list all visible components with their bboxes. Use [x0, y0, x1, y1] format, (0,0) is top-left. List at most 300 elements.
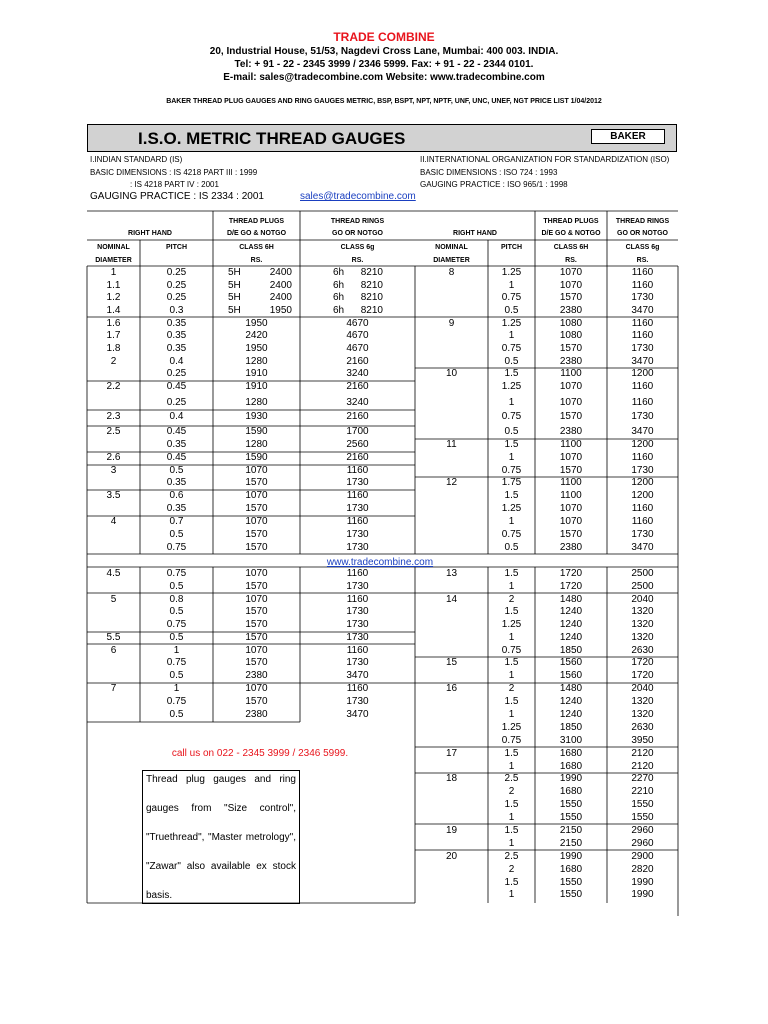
plug-price-cell: 1070: [559, 280, 583, 291]
ring-price-cell: 3470: [631, 356, 654, 367]
nominal-diameter-cell: 11: [446, 439, 457, 450]
ring-price-cell: 1730: [631, 465, 654, 476]
pitch-cell: 1: [508, 709, 515, 720]
call-us-text: call us on 022 - 2345 3999 / 2346 5999.: [171, 748, 349, 759]
ring-price-cell: 2160: [346, 356, 369, 367]
ring-price-cell: 2500: [631, 568, 654, 579]
plug-price-cell: 1480: [559, 683, 583, 694]
pitch-cell: 1: [508, 670, 515, 681]
pitch-cell: 2: [508, 683, 515, 694]
ring-price-cell: 1730: [631, 529, 654, 540]
plug-price-cell: 1070: [559, 503, 583, 514]
nominal-diameter-cell: 5.5: [106, 632, 121, 643]
nominal-diameter-cell: 9: [448, 318, 455, 329]
plug-price-cell: 1070: [559, 381, 583, 392]
ring-price-cell: 1200: [631, 490, 654, 501]
plugs-header-3: CLASS 6H: [239, 244, 274, 251]
ring-price-cell: 1730: [346, 619, 369, 630]
pitch-cell: 1.25: [501, 722, 522, 733]
nominal-diameter-cell: 2.2: [106, 381, 121, 392]
nominal-diameter-cell: 12: [445, 477, 458, 488]
plug-price-cell: 1570: [245, 606, 268, 617]
plug-price-cell: 1560: [559, 670, 583, 681]
nominal-diameter-cell: 7: [110, 683, 117, 694]
pitch-cell: 1: [173, 645, 180, 656]
pitch-cell: 0.75: [501, 735, 522, 746]
sales-email-link[interactable]: sales@tradecombine.com: [300, 191, 416, 202]
company-email-web: E-mail: sales@tradecombine.com Website: www.tradecombine.com: [223, 72, 545, 83]
nominal-diameter-cell: 3: [110, 465, 117, 476]
ring-price-cell: 1160: [346, 645, 369, 656]
plug-price-cell: 1070: [559, 397, 583, 408]
pitch-cell: 1.75: [501, 477, 522, 488]
pitch-cell: 0.5: [169, 670, 184, 681]
pitch-cell: 0.25: [166, 292, 187, 303]
nominal-diameter-cell: 8: [448, 267, 455, 278]
plug-price-cell: 1680: [559, 748, 583, 759]
plug-price-cell: 1560: [559, 657, 583, 668]
plugs-header-4: RS.: [250, 257, 263, 264]
ring-price-cell: 8210: [360, 267, 383, 278]
pitch-cell: 0.35: [166, 318, 187, 329]
plug-price-cell: 1680: [559, 864, 583, 875]
pitch-cell: 2: [508, 786, 515, 797]
right-hand-header-right: RIGHT HAND: [453, 230, 497, 237]
pitch-cell: 0.25: [166, 280, 187, 291]
nominal-diameter-cell: 4: [110, 516, 117, 527]
plugs-right-header-3: CLASS 6H: [553, 244, 589, 251]
plug-price-cell: 2420: [245, 330, 268, 341]
diameter-header-right: DIAMETER: [433, 257, 470, 264]
plug-price-cell: 1930: [245, 411, 268, 422]
pitch-cell: 1.25: [501, 381, 522, 392]
plug-price-cell: 1100: [560, 490, 582, 501]
ring-price-cell: 1320: [631, 696, 654, 707]
pitch-cell: 1.25: [501, 503, 522, 514]
ring-price-cell: 1160: [631, 280, 654, 291]
pitch-cell: 1.5: [504, 490, 519, 501]
pitch-cell: 1.5: [504, 368, 519, 379]
rings-right-header-2: GO OR NOTGO: [617, 230, 668, 237]
ring-price-cell: 1730: [631, 292, 654, 303]
nominal-diameter-cell: 18: [445, 773, 458, 784]
plug-price-cell: 1570: [245, 657, 268, 668]
plug-price-cell: 1950: [269, 305, 292, 316]
page-title: I.S.O. METRIC THREAD GAUGES: [138, 129, 406, 148]
plug-price-cell: 1570: [559, 411, 583, 422]
ring-price-cell: 1730: [346, 606, 369, 617]
ring-price-cell: 1160: [631, 381, 654, 392]
company-name: TRADE COMBINE: [333, 30, 435, 44]
pitch-cell: 1: [508, 761, 515, 772]
nominal-diameter-cell: 1.8: [106, 343, 121, 354]
plug-price-cell: 1850: [559, 645, 583, 656]
pitch-cell: 0.5: [504, 426, 519, 437]
pitch-cell: 1: [508, 632, 515, 643]
ring-price-cell: 2120: [631, 748, 654, 759]
plug-price-cell: 1070: [245, 490, 268, 501]
ring-price-cell: 8210: [360, 292, 383, 303]
ring-price-cell: 2820: [631, 864, 654, 875]
rings-header-4: RS.: [351, 257, 364, 264]
pitch-cell: 0.75: [501, 529, 522, 540]
pitch-cell: 0.75: [501, 465, 522, 476]
nominal-diameter-cell: 20: [445, 851, 458, 862]
nominal-diameter-cell: 13: [445, 568, 458, 579]
pitch-cell: 0.5: [169, 632, 184, 643]
pitch-cell: 0.3: [169, 305, 184, 316]
rings-right-header-1: THREAD RINGS: [615, 218, 670, 225]
plugs-header-1: THREAD PLUGS: [228, 218, 285, 225]
ring-price-cell: 2270: [631, 773, 654, 784]
plug-price-cell: 1070: [559, 267, 583, 278]
pitch-cell: 0.5: [169, 529, 184, 540]
ring-price-cell: 3470: [346, 709, 369, 720]
plug-price-cell: 1070: [245, 568, 268, 579]
ring-price-cell: 3240: [346, 368, 369, 379]
plug-price-cell: 1570: [245, 581, 268, 592]
ring-price-cell: 1730: [346, 542, 369, 553]
nominal-diameter-cell: 5: [110, 594, 117, 605]
ring-price-cell: 1200: [631, 477, 654, 488]
ring-price-cell: 1200: [631, 439, 654, 450]
plug-price-cell: 2400: [269, 280, 292, 291]
plug-price-cell: 1280: [245, 397, 268, 408]
plug-price-cell: 1240: [559, 606, 583, 617]
plug-price-cell: 1100: [560, 477, 582, 488]
plug-price-cell: 1570: [559, 529, 583, 540]
plug-price-cell: 1570: [245, 632, 268, 643]
nominal-diameter-cell: 2: [110, 356, 117, 367]
pitch-cell: 0.35: [166, 343, 187, 354]
plug-price-cell: 1570: [245, 503, 268, 514]
pitch-cell: 2.5: [504, 773, 519, 784]
plugs-right-header-1: THREAD PLUGS: [543, 218, 599, 225]
plug-price-cell: 2380: [559, 542, 583, 553]
plug-price-cell: 1720: [559, 581, 583, 592]
pitch-cell: 0.7: [169, 516, 184, 527]
iso-standard-label: II.INTERNATIONAL ORGANIZATION FOR STANDARDIZATION (ISO): [420, 155, 670, 164]
ring-price-cell: 2160: [346, 381, 369, 392]
pitch-cell: 0.35: [166, 477, 187, 488]
ring-price-cell: 1990: [631, 889, 654, 900]
ring-price-cell: 1160: [346, 594, 369, 605]
ring-price-cell: 1160: [631, 267, 654, 278]
plug-price-cell: 1100: [560, 368, 582, 379]
price-list-title: BAKER THREAD PLUG GAUGES AND RING GAUGES METRIC, BSP, BSPT, NPT, NPTF, UNF, UNC, UNEF, NGT PRICE LIST 1/04/2012: [166, 98, 602, 105]
ring-price-cell: 4670: [346, 318, 369, 329]
ring-price-cell: 3470: [346, 670, 369, 681]
plug-price-cell: 1590: [245, 426, 268, 437]
ring-price-cell: 4670: [346, 330, 369, 341]
nominal-diameter-cell: 6: [110, 645, 117, 656]
pitch-cell: 0.75: [501, 411, 522, 422]
rings-header-3: CLASS 6g: [340, 244, 375, 251]
ring-price-cell: 2160: [346, 452, 369, 463]
ring-price-cell: 8210: [360, 305, 383, 316]
pitch-cell: 0.45: [166, 452, 187, 463]
ring-price-cell: 4670: [346, 343, 369, 354]
nominal-diameter-cell: 15: [445, 657, 458, 668]
plug-price-cell: 2380: [245, 670, 268, 681]
ring-price-cell: 1320: [631, 709, 654, 720]
iso-gauging-practice: GAUGING PRACTICE : ISO 965/1 : 1998: [420, 180, 568, 189]
pitch-cell: 1: [508, 812, 515, 823]
plug-price-cell: 2150: [559, 825, 583, 836]
plug-price-cell: 1100: [560, 439, 582, 450]
pitch-header-right: PITCH: [501, 244, 522, 251]
plug-price-cell: 1850: [559, 722, 583, 733]
ring-price-cell: 1320: [631, 606, 654, 617]
pitch-header-left: PITCH: [166, 244, 187, 251]
ring-price-cell: 2960: [631, 838, 654, 849]
plug-price-cell: 1080: [559, 318, 583, 329]
ring-price-cell: 1160: [346, 683, 369, 694]
pitch-cell: 0.45: [166, 381, 187, 392]
ring-class-cell: 6h: [333, 292, 345, 303]
plug-price-cell: 1570: [559, 343, 583, 354]
ring-price-cell: 2040: [631, 683, 654, 694]
pitch-cell: 0.4: [169, 356, 184, 367]
nominal-diameter-cell: 16: [445, 683, 458, 694]
nominal-diameter-cell: 2.3: [106, 411, 121, 422]
pitch-cell: 1.25: [501, 619, 522, 630]
plug-price-cell: 1080: [559, 330, 583, 341]
pitch-cell: 0.25: [166, 397, 187, 408]
ring-price-cell: 1160: [346, 516, 369, 527]
plug-price-cell: 2380: [559, 356, 583, 367]
pitch-cell: 1: [508, 330, 515, 341]
ring-price-cell: 2500: [631, 581, 654, 592]
plug-price-cell: 1240: [559, 619, 583, 630]
ring-class-cell: 6h: [333, 267, 345, 278]
pitch-cell: 2: [508, 594, 515, 605]
nominal-diameter-cell: 4.5: [106, 568, 121, 579]
brand-badge: BAKER: [591, 129, 665, 144]
plug-price-cell: 1680: [559, 786, 583, 797]
is-gauging-practice: GAUGING PRACTICE : IS 2334 : 2001: [90, 191, 264, 202]
plug-price-cell: 1070: [245, 465, 268, 476]
ring-price-cell: 1160: [631, 503, 654, 514]
is-basic-dimensions: BASIC DIMENSIONS : IS 4218 PART III : 1999: [90, 168, 258, 177]
plug-price-cell: 1570: [245, 529, 268, 540]
pitch-cell: 0.5: [169, 709, 184, 720]
ring-price-cell: 3470: [631, 426, 654, 437]
plug-class-cell: 5H: [228, 267, 241, 278]
nominal-diameter-cell: 14: [445, 594, 458, 605]
nominal-header-left: NOMINAL: [97, 244, 130, 251]
pitch-cell: 1: [508, 516, 515, 527]
ring-price-cell: 1160: [346, 465, 369, 476]
ring-price-cell: 1990: [631, 877, 654, 888]
ring-class-cell: 6h: [333, 305, 345, 316]
pitch-cell: 1.5: [504, 657, 519, 668]
pitch-cell: 1.5: [504, 606, 519, 617]
plug-price-cell: 1550: [559, 877, 583, 888]
plug-price-cell: 1240: [559, 632, 583, 643]
ring-price-cell: 8210: [360, 280, 383, 291]
nominal-diameter-cell: 1.6: [106, 318, 121, 329]
pitch-cell: 0.8: [169, 594, 184, 605]
iso-basic-dimensions: BASIC DIMENSIONS : ISO 724 : 1993: [420, 168, 558, 177]
pitch-cell: 0.35: [166, 439, 187, 450]
ring-price-cell: 2630: [631, 645, 654, 656]
pitch-cell: 0.25: [166, 267, 187, 278]
plugs-right-header-4: RS.: [565, 257, 577, 264]
pitch-cell: 1: [508, 581, 515, 592]
plug-price-cell: 1990: [559, 773, 583, 784]
ring-price-cell: 1730: [346, 696, 369, 707]
ring-price-cell: 1160: [346, 490, 369, 501]
ring-price-cell: 1730: [346, 503, 369, 514]
plug-price-cell: 2380: [559, 305, 583, 316]
plug-price-cell: 1990: [559, 851, 583, 862]
ring-price-cell: 1200: [631, 368, 654, 379]
ring-price-cell: 3240: [346, 397, 369, 408]
plug-price-cell: 1070: [559, 516, 583, 527]
pitch-cell: 0.35: [166, 503, 187, 514]
nominal-diameter-cell: 3.5: [106, 490, 121, 501]
pitch-cell: 0.75: [166, 657, 187, 668]
ring-price-cell: 1550: [631, 799, 654, 810]
plug-price-cell: 2400: [269, 292, 292, 303]
pitch-cell: 0.75: [166, 696, 187, 707]
ring-price-cell: 2900: [631, 851, 654, 862]
plug-price-cell: 1070: [245, 683, 268, 694]
pitch-cell: 0.75: [501, 343, 522, 354]
plug-price-cell: 1570: [245, 696, 268, 707]
plug-price-cell: 1240: [559, 709, 583, 720]
nominal-diameter-cell: 2.5: [106, 426, 121, 437]
nominal-diameter-cell: 19: [445, 825, 458, 836]
plug-price-cell: 1950: [245, 318, 268, 329]
ring-price-cell: 1550: [631, 812, 654, 823]
right-hand-header-left: RIGHT HAND: [128, 230, 172, 237]
pitch-cell: 0.75: [501, 645, 522, 656]
nominal-diameter-cell: 2.6: [106, 452, 121, 463]
note-line: gauges from "Size control",: [146, 803, 296, 814]
is-basic-dimensions-part4: : IS 4218 PART IV : 2001: [130, 180, 219, 189]
plug-price-cell: 1550: [559, 812, 583, 823]
pitch-cell: 1.5: [504, 799, 519, 810]
plug-price-cell: 2400: [269, 267, 292, 278]
ring-price-cell: 1320: [631, 632, 654, 643]
plug-price-cell: 1070: [245, 645, 268, 656]
rings-right-header-3: CLASS 6g: [625, 244, 660, 251]
rings-header-2: GO OR NOTGO: [332, 230, 383, 237]
pitch-cell: 0.75: [166, 568, 187, 579]
nominal-diameter-cell: 10: [445, 368, 458, 379]
pitch-cell: 2.5: [504, 851, 519, 862]
ring-price-cell: 1700: [346, 426, 369, 437]
note-line: "Truethread", "Master metrology",: [146, 832, 296, 843]
ring-price-cell: 1160: [631, 330, 654, 341]
pitch-cell: 0.5: [169, 581, 184, 592]
pitch-cell: 1: [508, 452, 515, 463]
ring-price-cell: 1730: [346, 581, 369, 592]
ring-class-cell: 6h: [333, 280, 345, 291]
website-link[interactable]: www.tradecombine.com: [326, 557, 434, 568]
ring-price-cell: 1720: [631, 670, 654, 681]
ring-price-cell: 1160: [631, 397, 654, 408]
plug-price-cell: 1480: [559, 594, 583, 605]
pitch-cell: 0.6: [169, 490, 184, 501]
ring-price-cell: 1730: [631, 343, 654, 354]
pitch-cell: 1.5: [504, 748, 519, 759]
indian-standard-label: I.INDIAN STANDARD (IS): [90, 155, 183, 164]
plug-price-cell: 1570: [245, 477, 268, 488]
plug-price-cell: 1590: [245, 452, 268, 463]
ring-price-cell: 2560: [346, 439, 369, 450]
pitch-cell: 1.25: [501, 267, 522, 278]
pitch-cell: 1.5: [504, 877, 519, 888]
plug-price-cell: 2380: [559, 426, 583, 437]
ring-price-cell: 2040: [631, 594, 654, 605]
plug-price-cell: 1570: [245, 542, 268, 553]
ring-price-cell: 1730: [346, 657, 369, 668]
pitch-cell: 0.5: [169, 606, 184, 617]
rings-right-header-4: RS.: [636, 257, 649, 264]
pitch-cell: 0.5: [504, 356, 519, 367]
note-line: Thread plug gauges and ring: [146, 774, 296, 785]
plug-price-cell: 1240: [559, 696, 583, 707]
company-phone: Tel: + 91 - 22 - 2345 3999 / 2346 5999. Fax: + 91 - 22 - 2344 0101.: [234, 59, 534, 70]
plug-price-cell: 1070: [245, 594, 268, 605]
ring-price-cell: 2210: [631, 786, 654, 797]
pitch-cell: 1: [508, 280, 515, 291]
pitch-cell: 0.35: [166, 330, 187, 341]
company-address: 20, Industrial House, 51/53, Nagdevi Cross Lane, Mumbai: 400 003. INDIA.: [209, 46, 559, 57]
plug-price-cell: 1550: [559, 889, 583, 900]
pitch-cell: 1.5: [504, 825, 519, 836]
nominal-diameter-cell: 17: [445, 748, 458, 759]
nominal-diameter-cell: 1.2: [106, 292, 121, 303]
pitch-cell: 1.5: [504, 696, 519, 707]
pitch-cell: 0.5: [504, 305, 519, 316]
plug-price-cell: 2380: [245, 709, 268, 720]
pitch-cell: 1: [508, 889, 515, 900]
ring-price-cell: 3470: [631, 305, 654, 316]
pitch-cell: 1: [508, 838, 515, 849]
ring-price-cell: 1730: [346, 529, 369, 540]
ring-price-cell: 1720: [631, 657, 654, 668]
plug-price-cell: 1910: [245, 368, 268, 379]
plug-price-cell: 1680: [559, 761, 583, 772]
plug-price-cell: 1570: [559, 465, 583, 476]
pitch-cell: 0.45: [166, 426, 187, 437]
pitch-cell: 1.5: [504, 568, 519, 579]
ring-price-cell: 2960: [631, 825, 654, 836]
plug-price-cell: 1070: [245, 516, 268, 527]
note-line: "Zawar" also available ex stock: [146, 861, 296, 872]
nominal-header-right: NOMINAL: [435, 244, 468, 251]
pitch-cell: 1: [173, 683, 180, 694]
plug-price-cell: 1720: [559, 568, 583, 579]
plug-price-cell: 1570: [559, 292, 583, 303]
nominal-diameter-cell: 1.4: [106, 305, 121, 316]
stock-note-box: [142, 770, 300, 904]
pitch-cell: 1.25: [501, 318, 522, 329]
plug-price-cell: 1280: [245, 439, 268, 450]
ring-price-cell: 3470: [631, 542, 654, 553]
plug-price-cell: 1910: [245, 381, 268, 392]
plug-price-cell: 1550: [559, 799, 583, 810]
ring-price-cell: 1160: [631, 516, 654, 527]
ring-price-cell: 1320: [631, 619, 654, 630]
ring-price-cell: 2120: [631, 761, 654, 772]
pitch-cell: 2: [508, 864, 515, 875]
pitch-cell: 0.4: [169, 411, 184, 422]
